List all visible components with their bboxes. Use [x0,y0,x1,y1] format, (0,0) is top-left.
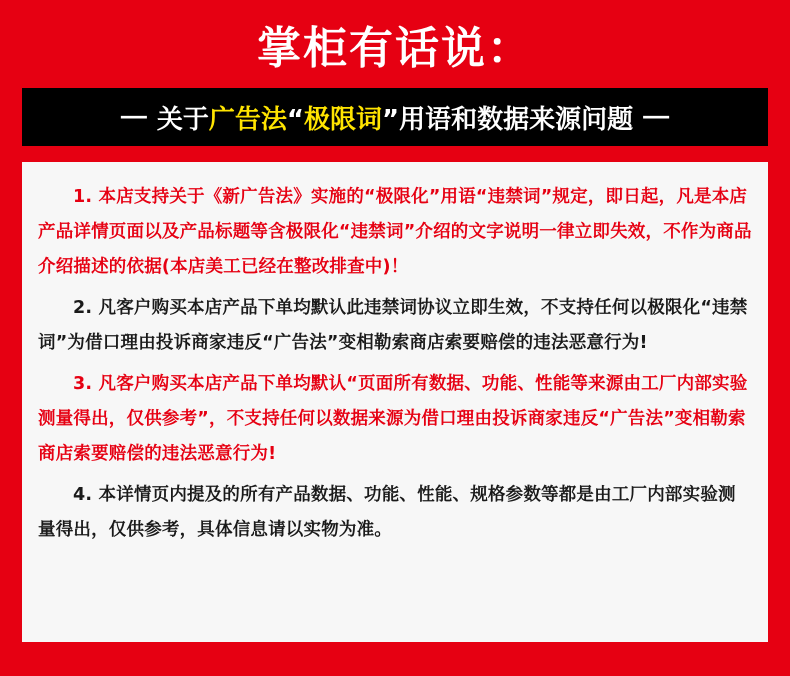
notice-paragraph-2: 2. 凡客户购买本店产品下单均默认此违禁词协议立即生效，不支持任何以极限化“违禁词”为借口理由投诉商家违反“广告法”变相勒索商店索要赔偿的违法恶意行为! [38,298,748,353]
dash-left-decoration: — [120,100,147,130]
dash-right-decoration: — [643,100,670,130]
subtitle-quote-close: ” [382,104,400,135]
subtitle-prefix: 关于 [156,104,209,135]
subtitle-highlight-ad-law: 广告法 [208,104,287,135]
banner [0,0,790,88]
body-section [0,146,790,664]
subtitle-text [157,99,633,136]
notice-paragraph-4: 4. 本详情页内提及的所有产品数据、功能、性能、规格参数等都是由工厂内部实验测量得出，仅供参考，具体信息请以实物为准。 [38,485,736,540]
notice-paragraph-1: 1. 本店支持关于《新广告法》实施的“极限化”用语“违禁词”规定，即日起，凡是本店产品详情页面以及产品标题等含极限化“违禁词”介绍的文字说明一律立即失效，不作为商品介绍描述的依据(本店美工已经在整改排查中)！ [38,187,752,277]
notice-paragraph-3: 3. 凡客户购买本店产品下单均默认“页面所有数据、功能、性能等来源由工厂内部实验测量得出，仅供参考”，不支持任何以数据来源为借口理由投诉商家违反“广告法”变相勒索商店索要赔偿的违法恶意行为! [38,374,748,464]
page-title: 掌柜有话说： [257,23,533,74]
subtitle-section [0,88,790,146]
subtitle-quote-open: “ [286,104,304,135]
subtitle-suffix: 用语和数据来源问题 [399,104,634,135]
subtitle-bar [22,88,768,146]
subtitle-highlight-extreme-word: 极限词 [304,104,383,135]
notice-content-panel [22,162,768,642]
